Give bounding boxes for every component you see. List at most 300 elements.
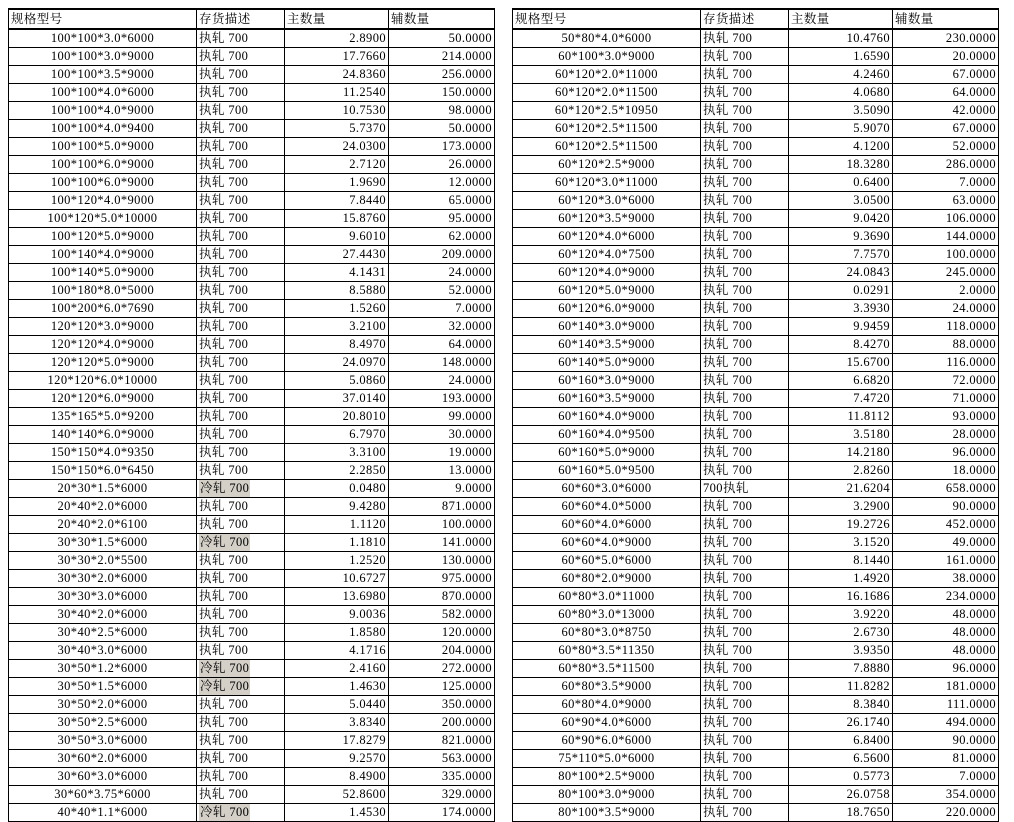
cell-main-qty: 1.9690 xyxy=(285,174,389,192)
cell-aux-qty: 64.0000 xyxy=(893,84,999,102)
table-row xyxy=(513,354,999,372)
desc-text: 执轧 700 xyxy=(199,697,249,711)
cell-desc xyxy=(197,228,285,246)
table-row xyxy=(513,210,999,228)
cell-main-qty: 3.9220 xyxy=(789,606,893,624)
desc-text: 执轧 700 xyxy=(703,769,753,783)
cell-main-qty: 24.8360 xyxy=(285,66,389,84)
desc-text: 执轧 700 xyxy=(703,337,753,351)
cell-desc xyxy=(701,264,789,282)
cell-desc xyxy=(701,642,789,660)
desc-text: 执轧 700 xyxy=(703,121,753,135)
cell-main-qty: 0.0291 xyxy=(789,282,893,300)
cell-spec: 135*165*5.0*9200 xyxy=(9,408,197,426)
desc-text: 执轧 700 xyxy=(199,121,249,135)
cell-main-qty: 8.4970 xyxy=(285,336,389,354)
cell-aux-qty: 118.0000 xyxy=(893,318,999,336)
cell-desc xyxy=(701,390,789,408)
cell-aux-qty: 64.0000 xyxy=(389,336,495,354)
desc-text: 执轧 700 xyxy=(199,283,249,297)
table-row xyxy=(513,714,999,732)
cell-spec: 20*40*2.0*6100 xyxy=(9,516,197,534)
cell-desc xyxy=(701,678,789,696)
cell-spec: 140*140*6.0*9000 xyxy=(9,426,197,444)
cell-desc xyxy=(701,246,789,264)
cell-spec: 60*60*4.0*6000 xyxy=(513,516,701,534)
cell-main-qty: 3.1520 xyxy=(789,534,893,552)
cell-main-qty: 8.4270 xyxy=(789,336,893,354)
cell-desc xyxy=(197,714,285,732)
cell-desc xyxy=(197,354,285,372)
table-body-left xyxy=(9,29,495,822)
cell-desc xyxy=(701,426,789,444)
cell-spec: 60*120*4.0*6000 xyxy=(513,228,701,246)
table-row xyxy=(9,444,495,462)
table-row xyxy=(513,732,999,750)
cell-main-qty: 52.8600 xyxy=(285,786,389,804)
cell-aux-qty: 871.0000 xyxy=(389,498,495,516)
table-row xyxy=(513,408,999,426)
header-aux-qty: 辅数量 xyxy=(389,9,495,29)
cell-aux-qty: 148.0000 xyxy=(389,354,495,372)
table-row xyxy=(513,750,999,768)
cell-desc xyxy=(197,156,285,174)
cell-desc xyxy=(197,516,285,534)
cell-spec: 100*100*6.0*9000 xyxy=(9,156,197,174)
desc-text: 执轧 700 xyxy=(199,211,249,225)
cell-main-qty: 15.8760 xyxy=(285,210,389,228)
cell-desc xyxy=(701,768,789,786)
cell-main-qty: 5.7370 xyxy=(285,120,389,138)
table-header-row xyxy=(513,9,999,29)
cell-desc xyxy=(197,678,285,696)
cell-aux-qty: 130.0000 xyxy=(389,552,495,570)
table-row xyxy=(9,534,495,552)
cell-spec: 75*110*5.0*6000 xyxy=(513,750,701,768)
cell-main-qty: 26.1740 xyxy=(789,714,893,732)
cell-spec: 60*160*5.0*9000 xyxy=(513,444,701,462)
cell-main-qty: 4.0680 xyxy=(789,84,893,102)
cell-desc xyxy=(701,480,789,498)
cell-aux-qty: 62.0000 xyxy=(389,228,495,246)
cell-main-qty: 11.2540 xyxy=(285,84,389,102)
cell-aux-qty: 563.0000 xyxy=(389,750,495,768)
table-row xyxy=(9,660,495,678)
cell-spec: 40*40*1.1*6000 xyxy=(9,804,197,822)
cell-aux-qty: 99.0000 xyxy=(389,408,495,426)
cell-spec: 80*100*2.5*9000 xyxy=(513,768,701,786)
cell-spec: 100*100*5.0*9000 xyxy=(9,138,197,156)
cell-spec: 60*120*4.0*7500 xyxy=(513,246,701,264)
cell-desc xyxy=(197,300,285,318)
cell-main-qty: 18.7650 xyxy=(789,804,893,822)
table-row xyxy=(513,552,999,570)
table-row xyxy=(513,570,999,588)
desc-text: 执轧 700 xyxy=(199,103,249,117)
cell-aux-qty: 125.0000 xyxy=(389,678,495,696)
cell-main-qty: 1.4530 xyxy=(285,804,389,822)
cell-aux-qty: 7.0000 xyxy=(893,768,999,786)
desc-text: 执轧 700 xyxy=(199,625,249,639)
cell-spec: 20*40*2.0*6000 xyxy=(9,498,197,516)
cell-desc xyxy=(701,516,789,534)
table-row xyxy=(9,552,495,570)
cell-spec: 30*60*3.75*6000 xyxy=(9,786,197,804)
desc-text: 执轧 700 xyxy=(199,499,249,513)
table-row xyxy=(513,804,999,822)
cell-desc xyxy=(197,102,285,120)
cell-main-qty: 3.3930 xyxy=(789,300,893,318)
desc-text: 执轧 700 xyxy=(199,553,249,567)
cell-spec: 60*80*2.0*9000 xyxy=(513,570,701,588)
desc-text: 执轧 700 xyxy=(703,49,753,63)
cell-main-qty: 3.2100 xyxy=(285,318,389,336)
cell-spec: 120*120*3.0*9000 xyxy=(9,318,197,336)
desc-text: 执轧 700 xyxy=(703,31,753,45)
table-row xyxy=(9,192,495,210)
cell-desc xyxy=(197,390,285,408)
table-row xyxy=(9,588,495,606)
cell-spec: 60*80*3.0*13000 xyxy=(513,606,701,624)
cell-main-qty: 2.8900 xyxy=(285,29,389,48)
table-row xyxy=(513,534,999,552)
table-row xyxy=(513,462,999,480)
cell-spec: 60*140*3.5*9000 xyxy=(513,336,701,354)
cell-aux-qty: 975.0000 xyxy=(389,570,495,588)
table-row xyxy=(513,624,999,642)
cell-aux-qty: 49.0000 xyxy=(893,534,999,552)
cell-aux-qty: 98.0000 xyxy=(389,102,495,120)
cell-main-qty: 1.4630 xyxy=(285,678,389,696)
table-row xyxy=(9,426,495,444)
cell-desc xyxy=(197,624,285,642)
cell-main-qty: 9.4280 xyxy=(285,498,389,516)
cell-spec: 30*50*1.2*6000 xyxy=(9,660,197,678)
cell-spec: 60*60*4.0*9000 xyxy=(513,534,701,552)
cell-desc xyxy=(701,66,789,84)
table-row xyxy=(9,174,495,192)
cell-aux-qty: 65.0000 xyxy=(389,192,495,210)
cell-desc xyxy=(701,534,789,552)
cell-main-qty: 10.7530 xyxy=(285,102,389,120)
table-row xyxy=(9,768,495,786)
cell-main-qty: 4.1200 xyxy=(789,138,893,156)
table-row xyxy=(513,48,999,66)
cell-desc xyxy=(197,66,285,84)
cell-spec: 60*80*3.5*11500 xyxy=(513,660,701,678)
desc-text: 执轧 700 xyxy=(199,463,249,477)
desc-text: 执轧 700 xyxy=(703,67,753,81)
cell-spec: 60*60*4.0*5000 xyxy=(513,498,701,516)
desc-text: 执轧 700 xyxy=(703,247,753,261)
cell-main-qty: 21.6204 xyxy=(789,480,893,498)
cell-aux-qty: 174.0000 xyxy=(389,804,495,822)
cell-desc xyxy=(197,120,285,138)
table-row xyxy=(513,192,999,210)
cell-desc xyxy=(197,48,285,66)
cell-aux-qty: 7.0000 xyxy=(389,300,495,318)
desc-text: 执轧 700 xyxy=(199,787,249,801)
cell-spec: 100*100*6.0*9000 xyxy=(9,174,197,192)
desc-text: 执轧 700 xyxy=(703,517,753,531)
cell-desc xyxy=(701,84,789,102)
desc-text: 执轧 700 xyxy=(703,103,753,117)
table-row xyxy=(9,714,495,732)
cell-desc xyxy=(197,732,285,750)
cell-spec: 60*80*3.0*8750 xyxy=(513,624,701,642)
table-row xyxy=(9,372,495,390)
cell-aux-qty: 52.0000 xyxy=(389,282,495,300)
cell-main-qty: 3.5180 xyxy=(789,426,893,444)
table-row xyxy=(9,264,495,282)
cell-spec: 60*80*3.5*11350 xyxy=(513,642,701,660)
cell-aux-qty: 220.0000 xyxy=(893,804,999,822)
cell-aux-qty: 141.0000 xyxy=(389,534,495,552)
cell-main-qty: 37.0140 xyxy=(285,390,389,408)
desc-text: 执轧 700 xyxy=(199,643,249,657)
desc-text: 执轧 700 xyxy=(199,139,249,153)
cell-main-qty: 4.1431 xyxy=(285,264,389,282)
cell-spec: 120*120*6.0*9000 xyxy=(9,390,197,408)
cell-desc xyxy=(701,498,789,516)
table-row xyxy=(9,66,495,84)
cell-aux-qty: 230.0000 xyxy=(893,29,999,48)
desc-text: 执轧 700 xyxy=(703,751,753,765)
cell-desc xyxy=(197,498,285,516)
desc-text: 执轧 700 xyxy=(199,157,249,171)
table-row xyxy=(513,264,999,282)
cell-aux-qty: 181.0000 xyxy=(893,678,999,696)
desc-text: 执轧 700 xyxy=(199,517,249,531)
desc-text: 执轧 700 xyxy=(199,31,249,45)
cell-desc xyxy=(701,120,789,138)
cell-desc xyxy=(197,282,285,300)
cell-main-qty: 1.8580 xyxy=(285,624,389,642)
cell-desc xyxy=(197,606,285,624)
cell-main-qty: 9.6010 xyxy=(285,228,389,246)
cell-spec: 30*40*2.5*6000 xyxy=(9,624,197,642)
cell-desc xyxy=(701,282,789,300)
cell-aux-qty: 20.0000 xyxy=(893,48,999,66)
cell-desc xyxy=(197,372,285,390)
cell-main-qty: 9.9459 xyxy=(789,318,893,336)
cell-aux-qty: 71.0000 xyxy=(893,390,999,408)
desc-text: 执轧 700 xyxy=(703,373,753,387)
cell-spec: 60*120*2.5*11500 xyxy=(513,120,701,138)
cell-aux-qty: 67.0000 xyxy=(893,66,999,84)
cell-spec: 60*120*2.5*11500 xyxy=(513,138,701,156)
cell-main-qty: 5.0860 xyxy=(285,372,389,390)
table-row xyxy=(9,210,495,228)
table-row xyxy=(513,498,999,516)
table-row xyxy=(513,282,999,300)
table-row xyxy=(9,678,495,696)
cell-spec: 100*120*5.0*9000 xyxy=(9,228,197,246)
cell-desc xyxy=(197,534,285,552)
cell-main-qty: 10.4760 xyxy=(789,29,893,48)
cell-aux-qty: 100.0000 xyxy=(389,516,495,534)
cell-main-qty: 4.1716 xyxy=(285,642,389,660)
desc-text: 执轧 700 xyxy=(703,607,753,621)
cell-spec: 100*180*8.0*5000 xyxy=(9,282,197,300)
cell-aux-qty: 150.0000 xyxy=(389,84,495,102)
desc-text: 执轧 700 xyxy=(199,301,249,315)
cell-spec: 100*100*4.0*9400 xyxy=(9,120,197,138)
desc-text: 执轧 700 xyxy=(199,49,249,63)
cell-desc xyxy=(701,732,789,750)
cell-spec: 100*100*3.5*9000 xyxy=(9,66,197,84)
cell-desc xyxy=(197,426,285,444)
table-row xyxy=(9,498,495,516)
header-main-qty: 主数量 xyxy=(789,9,893,29)
cell-main-qty: 8.4900 xyxy=(285,768,389,786)
cell-aux-qty: 494.0000 xyxy=(893,714,999,732)
cell-main-qty: 14.2180 xyxy=(789,444,893,462)
desc-text: 执轧 700 xyxy=(199,265,249,279)
table-row xyxy=(9,282,495,300)
table-row xyxy=(513,444,999,462)
cell-aux-qty: 120.0000 xyxy=(389,624,495,642)
table-row xyxy=(9,300,495,318)
cell-desc xyxy=(701,660,789,678)
cell-aux-qty: 32.0000 xyxy=(389,318,495,336)
cell-aux-qty: 24.0000 xyxy=(893,300,999,318)
cell-aux-qty: 96.0000 xyxy=(893,444,999,462)
cell-desc xyxy=(197,444,285,462)
cell-main-qty: 8.1440 xyxy=(789,552,893,570)
cell-aux-qty: 52.0000 xyxy=(893,138,999,156)
cell-aux-qty: 38.0000 xyxy=(893,570,999,588)
desc-text: 执轧 700 xyxy=(703,139,753,153)
cell-spec: 100*140*4.0*9000 xyxy=(9,246,197,264)
cell-aux-qty: 50.0000 xyxy=(389,120,495,138)
cell-spec: 60*80*3.5*9000 xyxy=(513,678,701,696)
cell-desc xyxy=(197,138,285,156)
cell-aux-qty: 354.0000 xyxy=(893,786,999,804)
header-aux-qty: 辅数量 xyxy=(893,9,999,29)
cell-desc xyxy=(197,408,285,426)
desc-text: 执轧 700 xyxy=(199,715,249,729)
cell-desc xyxy=(701,174,789,192)
table-row xyxy=(9,246,495,264)
cell-aux-qty: 24.0000 xyxy=(389,372,495,390)
cell-aux-qty: 13.0000 xyxy=(389,462,495,480)
cell-main-qty: 1.1810 xyxy=(285,534,389,552)
cell-spec: 80*100*3.0*9000 xyxy=(513,786,701,804)
cell-spec: 60*140*3.0*9000 xyxy=(513,318,701,336)
cell-aux-qty: 63.0000 xyxy=(893,192,999,210)
header-main-qty: 主数量 xyxy=(285,9,389,29)
cell-main-qty: 1.1120 xyxy=(285,516,389,534)
cell-main-qty: 24.0300 xyxy=(285,138,389,156)
cell-desc xyxy=(701,462,789,480)
cell-spec: 150*150*6.0*6450 xyxy=(9,462,197,480)
cell-aux-qty: 90.0000 xyxy=(893,732,999,750)
cell-main-qty: 7.8440 xyxy=(285,192,389,210)
cell-aux-qty: 335.0000 xyxy=(389,768,495,786)
table-row xyxy=(513,156,999,174)
table-row xyxy=(513,336,999,354)
cell-main-qty: 2.8260 xyxy=(789,462,893,480)
cell-spec: 30*50*2.5*6000 xyxy=(9,714,197,732)
cell-main-qty: 5.0440 xyxy=(285,696,389,714)
cell-main-qty: 3.5090 xyxy=(789,102,893,120)
desc-text: 冷轧 700 xyxy=(200,805,250,819)
desc-text: 执轧 700 xyxy=(703,229,753,243)
desc-text: 执轧 700 xyxy=(199,607,249,621)
cell-spec: 30*50*3.0*6000 xyxy=(9,732,197,750)
desc-text: 执轧 700 xyxy=(199,571,249,585)
cell-main-qty: 2.7120 xyxy=(285,156,389,174)
desc-text: 执轧 700 xyxy=(199,409,249,423)
cell-aux-qty: 42.0000 xyxy=(893,102,999,120)
cell-aux-qty: 18.0000 xyxy=(893,462,999,480)
cell-main-qty: 17.7660 xyxy=(285,48,389,66)
cell-main-qty: 1.4920 xyxy=(789,570,893,588)
cell-spec: 100*100*4.0*6000 xyxy=(9,84,197,102)
cell-aux-qty: 272.0000 xyxy=(389,660,495,678)
desc-text: 执轧 700 xyxy=(199,427,249,441)
table-row xyxy=(513,426,999,444)
cell-aux-qty: 72.0000 xyxy=(893,372,999,390)
cell-desc xyxy=(701,102,789,120)
cell-main-qty: 9.0420 xyxy=(789,210,893,228)
cell-desc xyxy=(701,804,789,822)
cell-spec: 60*60*5.0*6000 xyxy=(513,552,701,570)
cell-desc xyxy=(701,156,789,174)
cell-desc xyxy=(701,552,789,570)
desc-text: 执轧 700 xyxy=(199,589,249,603)
cell-main-qty: 8.5880 xyxy=(285,282,389,300)
desc-text: 冷轧 700 xyxy=(200,481,250,495)
desc-text: 执轧 700 xyxy=(703,355,753,369)
cell-main-qty: 8.3840 xyxy=(789,696,893,714)
table-row xyxy=(513,678,999,696)
right-table-column xyxy=(512,8,998,822)
cell-main-qty: 13.6980 xyxy=(285,588,389,606)
cell-aux-qty: 193.0000 xyxy=(389,390,495,408)
table-row xyxy=(9,732,495,750)
cell-desc xyxy=(197,174,285,192)
table-row xyxy=(513,246,999,264)
table-row xyxy=(9,318,495,336)
cell-desc xyxy=(701,444,789,462)
cell-main-qty: 0.6400 xyxy=(789,174,893,192)
table-row xyxy=(513,606,999,624)
cell-aux-qty: 48.0000 xyxy=(893,642,999,660)
cell-spec: 60*160*3.0*9000 xyxy=(513,372,701,390)
cell-desc xyxy=(197,192,285,210)
cell-main-qty: 3.3100 xyxy=(285,444,389,462)
desc-text: 执轧 700 xyxy=(199,337,249,351)
cell-aux-qty: 50.0000 xyxy=(389,29,495,48)
table-row xyxy=(513,660,999,678)
cell-main-qty: 1.2520 xyxy=(285,552,389,570)
cell-main-qty: 6.5600 xyxy=(789,750,893,768)
cell-spec: 60*60*3.0*6000 xyxy=(513,480,701,498)
cell-main-qty: 2.6730 xyxy=(789,624,893,642)
cell-main-qty: 10.6727 xyxy=(285,570,389,588)
cell-desc xyxy=(197,642,285,660)
cell-desc xyxy=(197,480,285,498)
table-row xyxy=(513,120,999,138)
desc-text: 执轧 700 xyxy=(703,589,753,603)
cell-aux-qty: 214.0000 xyxy=(389,48,495,66)
header-spec: 规格型号 xyxy=(513,9,701,29)
cell-spec: 30*30*2.0*6000 xyxy=(9,570,197,588)
cell-desc xyxy=(701,192,789,210)
table-row xyxy=(9,786,495,804)
